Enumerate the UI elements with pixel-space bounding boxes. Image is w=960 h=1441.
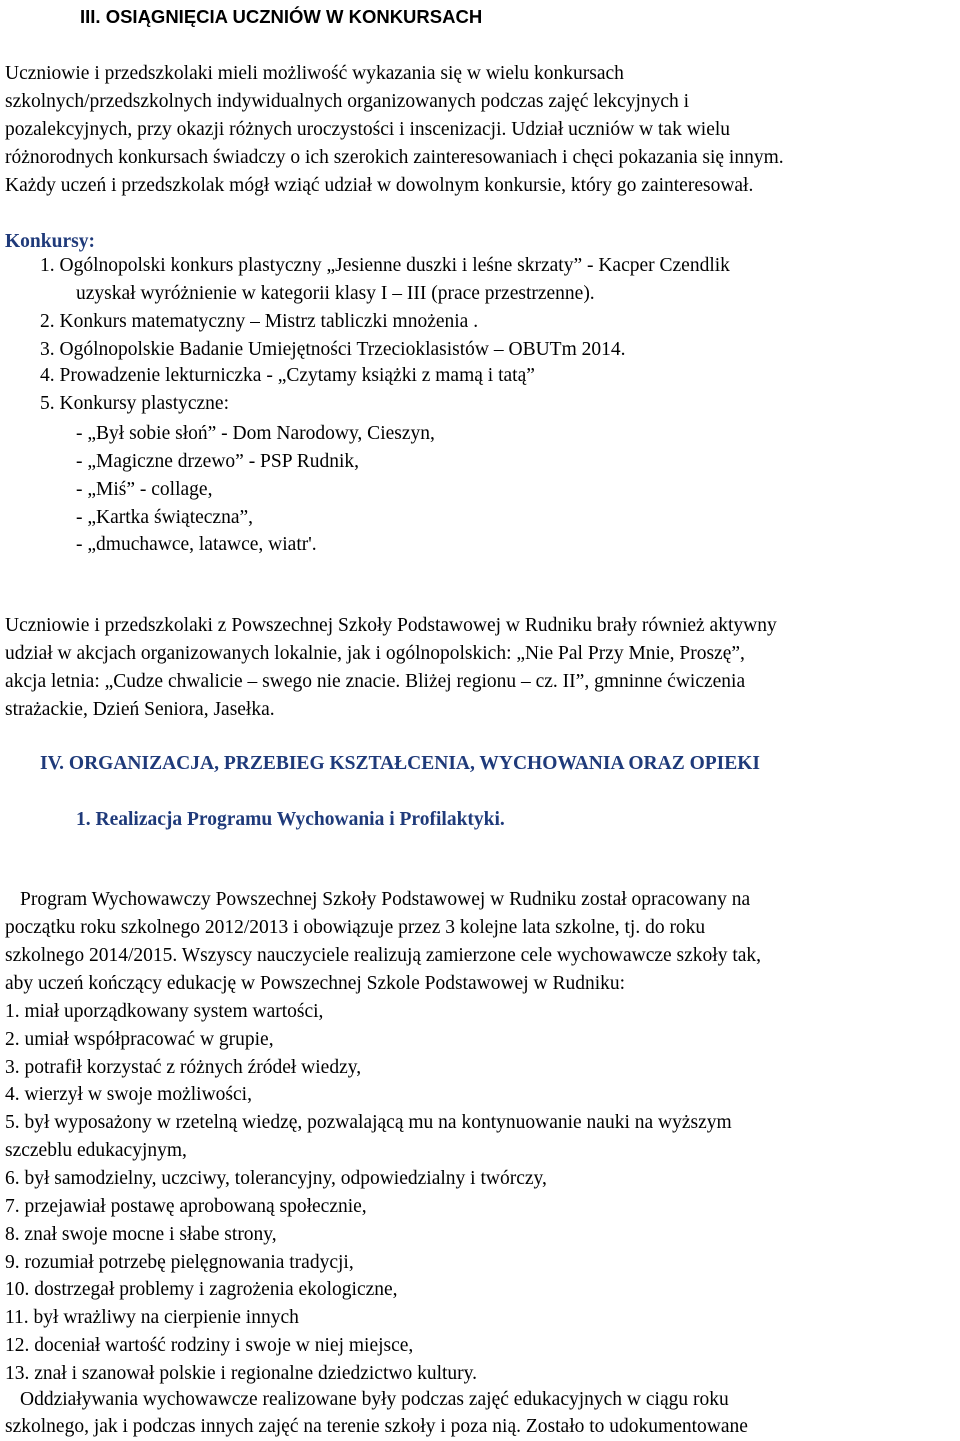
art-contest-3: - „Miś” - collage,: [76, 479, 213, 500]
para2-line-3: akcja letnia: „Cudze chwalicie – swego nie znacie. Bliżej regionu – cz. II”, gmninne ćwiczenia: [5, 671, 746, 692]
program-line-1: Program Wychowawczy Powszechnej Szkoły Podstawowej w Rudniku został opracowany na: [20, 889, 751, 910]
intro-line-3: pozalekcyjnych, przy okazji różnych uroczystości i inscenizacji. Udział uczniów w tak wielu: [5, 119, 731, 140]
goal-item-3: 3. potrafił korzystać z różnych źródeł wiedzy,: [5, 1057, 362, 1078]
goal-item-1: 1. miał uporządkowany system wartości,: [5, 1001, 324, 1022]
art-contest-2: - „Magiczne drzewo” - PSP Rudnik,: [76, 451, 360, 472]
intro-line-5: Każdy uczeń i przedszkolak mógł wziąć udział w dowolnym konkursie, który go zainteresował.: [5, 175, 754, 196]
intro-line-2: szkolnych/przedszkolnych indywidualnych organizowanych podczas zajęć lekcyjnych i: [5, 91, 690, 112]
goal-item-13: 13. znał i szanował polskie i regionalne dziedzictwo kultury.: [5, 1363, 478, 1384]
contest-item-2: 2. Konkurs matematyczny – Mistrz tabliczki mnożenia .: [40, 311, 479, 332]
program-line-2: początku roku szkolnego 2012/2013 i obowiązuje przez 3 kolejne lata szkolne, tj. do roku: [5, 917, 706, 938]
contest-item-1-cont: uzyskał wyróżnienie w kategorii klasy I – III (prace przestrzenne).: [76, 283, 595, 304]
goal-item-5-cont: szczeblu edukacyjnym,: [5, 1140, 187, 1161]
goal-item-8: 8. znał swoje mocne i słabe strony,: [5, 1224, 277, 1245]
contest-item-3: 3. Ogólnopolskie Badanie Umiejętności Trzecioklasistów – OBUTm 2014.: [40, 339, 626, 360]
goal-item-4: 4. wierzył w swoje możliwości,: [5, 1084, 252, 1105]
art-contest-1: - „Był sobie słoń” - Dom Narodowy, Cieszyn,: [76, 423, 435, 444]
goal-item-9: 9. rozumiał potrzebę pielęgnowania tradycji,: [5, 1252, 354, 1273]
goal-item-10: 10. dostrzegał problemy i zagrożenia ekologiczne,: [5, 1279, 398, 1300]
konkursy-label: Konkursy:: [5, 231, 95, 252]
intro-line-1: Uczniowie i przedszkolaki mieli możliwość wykazania się w wielu konkursach: [5, 63, 624, 84]
para2-line-4: strażackie, Dzień Seniora, Jasełka.: [5, 699, 275, 720]
closing-line-1: Oddziaływania wychowawcze realizowane były podczas zajęć edukacyjnych w ciągu roku: [20, 1389, 729, 1410]
goal-item-11: 11. był wrażliwy na cierpienie innych: [5, 1307, 299, 1328]
contest-item-5: 5. Konkursy plastyczne:: [40, 393, 230, 414]
goal-item-12: 12. doceniał wartość rodziny i swoje w niej miejsce,: [5, 1335, 414, 1356]
program-line-4: aby uczeń kończący edukację w Powszechnej Szkole Podstawowej w Rudniku:: [5, 973, 626, 994]
art-contest-4: - „Kartka świąteczna”,: [76, 507, 254, 528]
section-4-subheading: 1. Realizacja Programu Wychowania i Profilaktyki.: [76, 809, 505, 830]
goal-item-7: 7. przejawiał postawę aprobowaną społecznie,: [5, 1196, 367, 1217]
closing-line-2: szkolnego, jak i podczas innych zajęć na terenie szkoły i poza nią. Zostało to udokumentowane: [5, 1416, 748, 1437]
contest-item-4: 4. Prowadzenie lekturniczka - „Czytamy książki z mamą i tatą”: [40, 365, 535, 386]
intro-line-4: różnorodnych konkursach świadczy o ich szerokich zainteresowaniach i chęci pokazania się innym.: [5, 147, 784, 168]
section-4-heading: IV. ORGANIZACJA, PRZEBIEG KSZTAŁCENIA, WYCHOWANIA ORAZ OPIEKI: [40, 753, 761, 774]
para2-line-2: udział w akcjach organizowanych lokalnie, jak i ogólnopolskich: „Nie Pal Przy Mnie, Proszę”,: [5, 643, 745, 664]
contest-item-1: 1. Ogólnopolski konkurs plastyczny „Jesienne duszki i leśne skrzaty” - Kacper Czendlik: [40, 255, 730, 276]
goal-item-6: 6. był samodzielny, uczciwy, tolerancyjny, odpowiedzialny i twórczy,: [5, 1168, 547, 1189]
goal-item-5: 5. był wyposażony w rzetelną wiedzę, pozwalającą mu na kontynuowanie nauki na wyższym: [5, 1112, 732, 1133]
goal-item-2: 2. umiał współpracować w grupie,: [5, 1029, 274, 1050]
art-contest-5: - „dmuchawce, latawce, wiatr'.: [76, 534, 317, 555]
program-line-3: szkolnego 2014/2015. Wszyscy nauczyciele realizują zamierzone cele wychowawcze szkoły tak,: [5, 945, 762, 966]
para2-line-1: Uczniowie i przedszkolaki z Powszechnej Szkoły Podstawowej w Rudniku brały również aktywny: [5, 615, 777, 636]
section-3-heading: III. OSIĄGNIĘCIA UCZNIÓW W KONKURSACH: [80, 6, 483, 27]
